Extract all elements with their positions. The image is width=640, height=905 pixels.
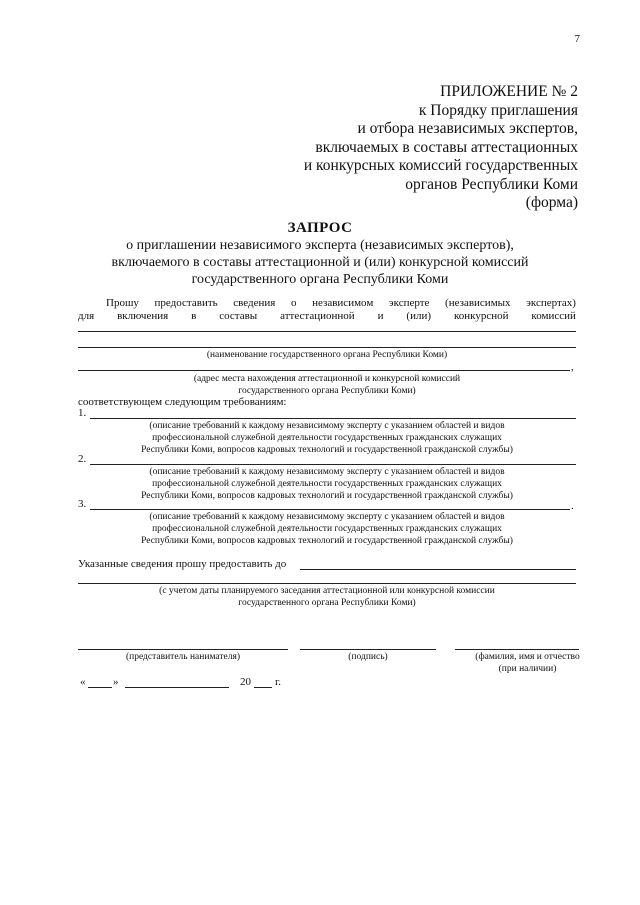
signature-fill-line[interactable] [300, 649, 436, 650]
deadline-label: Указанные сведения прошу предоставить до [78, 558, 287, 570]
address-fill-line[interactable] [78, 370, 570, 371]
date-open-quote: « [80, 676, 86, 688]
request-text-line-2 [78, 310, 576, 322]
caption-line: Республики Коми, вопросов кадровых технологий и государственной гражданской службы) [141, 536, 513, 546]
word: комиссий [531, 310, 576, 322]
word: (или) [406, 310, 432, 322]
caption-line: Республики Коми, вопросов кадровых технологий и государственной гражданской службы) [141, 491, 513, 501]
word: о [290, 297, 297, 309]
date-year-prefix: 20 [240, 676, 251, 688]
requirements-intro: соответствующем следующим требованиям: [78, 396, 287, 408]
appendix-line: и конкурсных комиссий государственных [303, 157, 578, 174]
fio-fill-line[interactable] [455, 649, 579, 650]
address-caption-line: государственного органа Республики Коми) [238, 386, 416, 396]
word: независимом [312, 297, 374, 309]
word: сведения [233, 297, 276, 309]
word: в [191, 310, 197, 322]
deadline-fill-line-2[interactable] [78, 583, 576, 584]
organ-name-fill-line[interactable] [78, 347, 576, 348]
requirement-caption [78, 420, 576, 456]
caption-line: (при наличии) [498, 664, 557, 674]
organ-name-caption: (наименование государственного органа Республики Коми) [206, 350, 448, 360]
appendix-line: к Порядку приглашения [418, 101, 578, 119]
request-text-line-1 [78, 297, 576, 309]
appendix-line: (форма) [525, 194, 578, 211]
document-title: ЗАПРОС [287, 220, 353, 236]
caption-line: профессиональной служебной деятельности государственных гражданских служащих [152, 524, 502, 534]
address-caption [78, 373, 576, 397]
word: аттестационной [280, 310, 355, 322]
document-subtitle-line: о приглашении независимого эксперта (независимых экспертов), [126, 238, 514, 253]
organ-name-fill-line[interactable] [78, 331, 576, 332]
requirement-fill-line[interactable] [90, 418, 576, 419]
document-subtitle-line: государственного органа Республики Коми [191, 272, 449, 287]
caption-line: (с учетом даты планируемого заседания аттестационной или конкурсной комиссии [159, 586, 495, 596]
word: предоставить [154, 297, 218, 309]
requirement-caption [78, 466, 576, 502]
requirement-trailing-dot: . [571, 500, 574, 512]
requirement-number: 2. [78, 453, 87, 465]
caption-line: профессиональной служебной деятельности государственных гражданских служащих [152, 479, 502, 489]
date-month-fill-line[interactable] [125, 687, 229, 688]
caption-line: Республики Коми, вопросов кадровых технологий и государственной гражданской службы) [141, 445, 513, 455]
document-subtitle-line: включаемого в составы аттестационной и (или) конкурсной комиссий [111, 255, 529, 270]
appendix-line: и отбора независимых экспертов, [357, 120, 578, 137]
caption-line: (описание требований к каждому независимому эксперту с указанием областей и видов [149, 421, 505, 431]
appendix-line: включаемых в составы аттестационных [315, 138, 578, 156]
caption-line: (фамилия, имя и отчество [475, 652, 580, 662]
requirement-fill-line[interactable] [90, 509, 570, 510]
address-caption-line: (адрес места нахождения аттестационной и конкурсной комиссий [193, 374, 461, 384]
employer-caption: (представитель нанимателя) [125, 652, 241, 662]
deadline-caption [78, 585, 576, 609]
word: (независимых [445, 297, 511, 309]
date-day-fill-line[interactable] [88, 687, 112, 688]
date-close-quote: » [113, 676, 119, 688]
caption-line: (описание требований к каждому независимому эксперту с указанием областей и видов [149, 512, 505, 522]
requirement-caption [78, 511, 576, 547]
deadline-fill-line[interactable] [300, 569, 576, 570]
word: эксперте [388, 297, 430, 309]
requirement-number: 3. [78, 498, 87, 510]
page-number: 7 [574, 33, 580, 45]
appendix-line: ПРИЛОЖЕНИЕ № 2 [440, 83, 578, 100]
caption-line: (описание требований к каждому независимому эксперту с указанием областей и видов [149, 467, 505, 477]
date-year-suffix: г. [275, 676, 282, 688]
date-year-fill-line[interactable] [254, 687, 272, 688]
caption-line: государственного органа Республики Коми) [238, 598, 416, 608]
word: и [377, 310, 384, 322]
word: составы [219, 310, 258, 322]
appendix-header [248, 83, 578, 213]
address-trailing-comma: , [571, 361, 574, 373]
document-heading [0, 220, 640, 288]
word: Прошу [106, 297, 139, 309]
requirement-fill-line[interactable] [90, 464, 576, 465]
word: экспертах) [526, 297, 576, 309]
word: конкурсной [453, 310, 509, 322]
signature-caption: (подпись) [348, 652, 388, 662]
caption-line: профессиональной служебной деятельности государственных гражданских служащих [152, 433, 502, 443]
word: для [78, 310, 95, 322]
appendix-line: органов Республики Коми [405, 175, 578, 193]
fio-caption [455, 651, 600, 675]
requirement-number: 1. [78, 407, 87, 419]
word: включения [117, 310, 169, 322]
employer-fill-line[interactable] [78, 649, 288, 650]
